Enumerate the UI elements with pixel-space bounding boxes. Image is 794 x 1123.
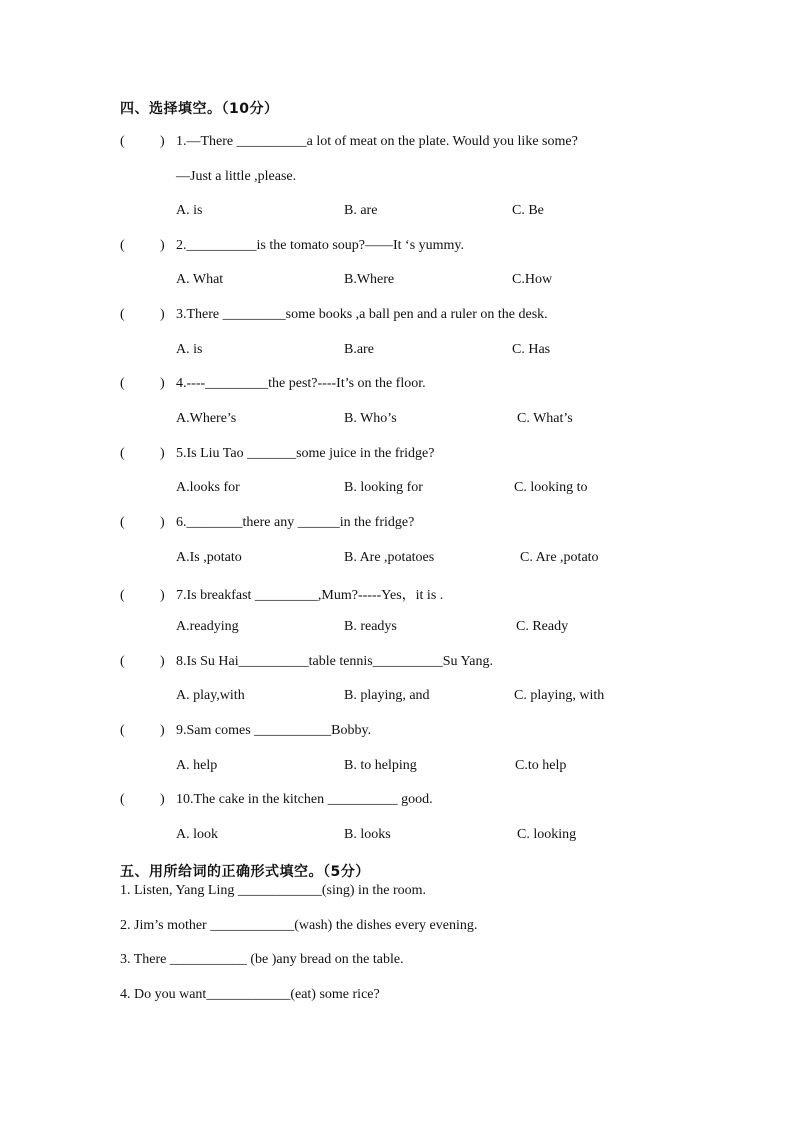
question-9 <box>120 723 371 739</box>
option-a[interactable]: A. is <box>176 203 203 218</box>
question-text: 5.Is Liu Tao _______some juice in the fridge? <box>176 446 435 461</box>
option-a[interactable]: A. help <box>176 758 218 773</box>
question-text: 9.Sam comes ___________Bobby. <box>176 723 372 738</box>
option-a[interactable]: A.readying <box>176 619 239 634</box>
option-c[interactable]: C.How <box>512 272 553 287</box>
option-b[interactable]: B.Where <box>344 272 395 287</box>
question-6 <box>120 515 414 531</box>
option-c[interactable]: C. Has <box>512 342 551 357</box>
answer-blank[interactable]: ( ) <box>120 654 165 669</box>
answer-blank[interactable]: ( ) <box>120 307 165 322</box>
question-1 <box>120 134 578 150</box>
option-c[interactable]: C. playing, with <box>514 688 605 703</box>
option-b[interactable]: B. to helping <box>344 758 417 773</box>
answer-blank[interactable]: ( ) <box>120 792 165 807</box>
answer-blank[interactable]: ( ) <box>120 723 165 738</box>
question-10 <box>120 792 433 808</box>
section-5-heading: 五、用所给词的正确形式填空。（5分） <box>120 864 370 880</box>
question-5 <box>120 446 434 462</box>
option-b[interactable]: B. Who’s <box>344 411 397 426</box>
option-b[interactable]: B. looking for <box>344 480 423 495</box>
question-text: 2.__________is the tomato soup?——It ‘s yummy. <box>176 238 465 253</box>
question-2 <box>120 238 464 254</box>
option-b[interactable]: B. are <box>344 203 378 218</box>
answer-blank[interactable]: ( ) <box>120 238 165 253</box>
question-8 <box>120 654 493 670</box>
question-text: 3.There _________some books ,a ball pen and a ruler on the desk. <box>176 307 548 322</box>
question-4 <box>120 376 426 392</box>
option-b[interactable]: B. looks <box>344 827 391 842</box>
fill-item-4: 4. Do you want____________(eat) some rice? <box>120 987 380 1002</box>
question-text: 6.________there any ______in the fridge? <box>176 515 415 530</box>
question-text: 7.Is breakfast _________,Mum?-----Yes，it is . <box>176 588 444 603</box>
question-text: 10.The cake in the kitchen __________ good. <box>176 792 433 807</box>
answer-blank[interactable]: ( ) <box>120 446 165 461</box>
answer-blank[interactable]: ( ) <box>120 376 165 391</box>
answer-blank[interactable]: ( ) <box>120 134 165 149</box>
section-4-heading: 四、选择填空。（10分） <box>120 101 279 117</box>
option-a[interactable]: A.looks for <box>176 480 240 495</box>
option-a[interactable]: A. is <box>176 342 203 357</box>
question-text: 1.—There __________a lot of meat on the plate. Would you like some? <box>176 134 578 149</box>
option-b[interactable]: B.are <box>344 342 374 357</box>
option-c[interactable]: C. Be <box>512 203 544 218</box>
option-a[interactable]: A.Where’s <box>176 411 237 426</box>
option-c[interactable]: C. looking to <box>514 480 588 495</box>
fill-item-2: 2. Jim’s mother ____________(wash) the dishes every evening. <box>120 918 478 933</box>
option-a[interactable]: A. look <box>176 827 218 842</box>
option-b[interactable]: B. playing, and <box>344 688 430 703</box>
question-7 <box>120 584 443 604</box>
option-c[interactable]: C. Ready <box>516 619 569 634</box>
option-c[interactable]: C. Are ,potato <box>520 550 599 565</box>
fill-item-3: 3. There ___________ (be )any bread on the table. <box>120 952 404 967</box>
question-3 <box>120 307 548 323</box>
fill-item-1: 1. Listen, Yang Ling ____________(sing) in the room. <box>120 883 427 898</box>
option-a[interactable]: A. What <box>176 272 224 287</box>
answer-blank[interactable]: ( ) <box>120 515 165 530</box>
option-b[interactable]: B. readys <box>344 619 397 634</box>
question-text: 4.----_________the pest?----It’s on the floor. <box>176 376 426 391</box>
option-a[interactable]: A. play,with <box>176 688 245 703</box>
option-c[interactable]: C.to help <box>515 758 567 773</box>
option-b[interactable]: B. Are ,potatoes <box>344 550 435 565</box>
option-c[interactable]: C. looking <box>517 827 577 842</box>
question-text: 8.Is Su Hai__________table tennis__________Su Yang. <box>176 654 493 669</box>
option-c[interactable]: C. What’s <box>517 411 573 426</box>
answer-blank[interactable]: ( ) <box>120 588 165 603</box>
option-a[interactable]: A.Is ,potato <box>176 550 242 565</box>
question-1-response: —Just a little ,please. <box>176 169 297 184</box>
